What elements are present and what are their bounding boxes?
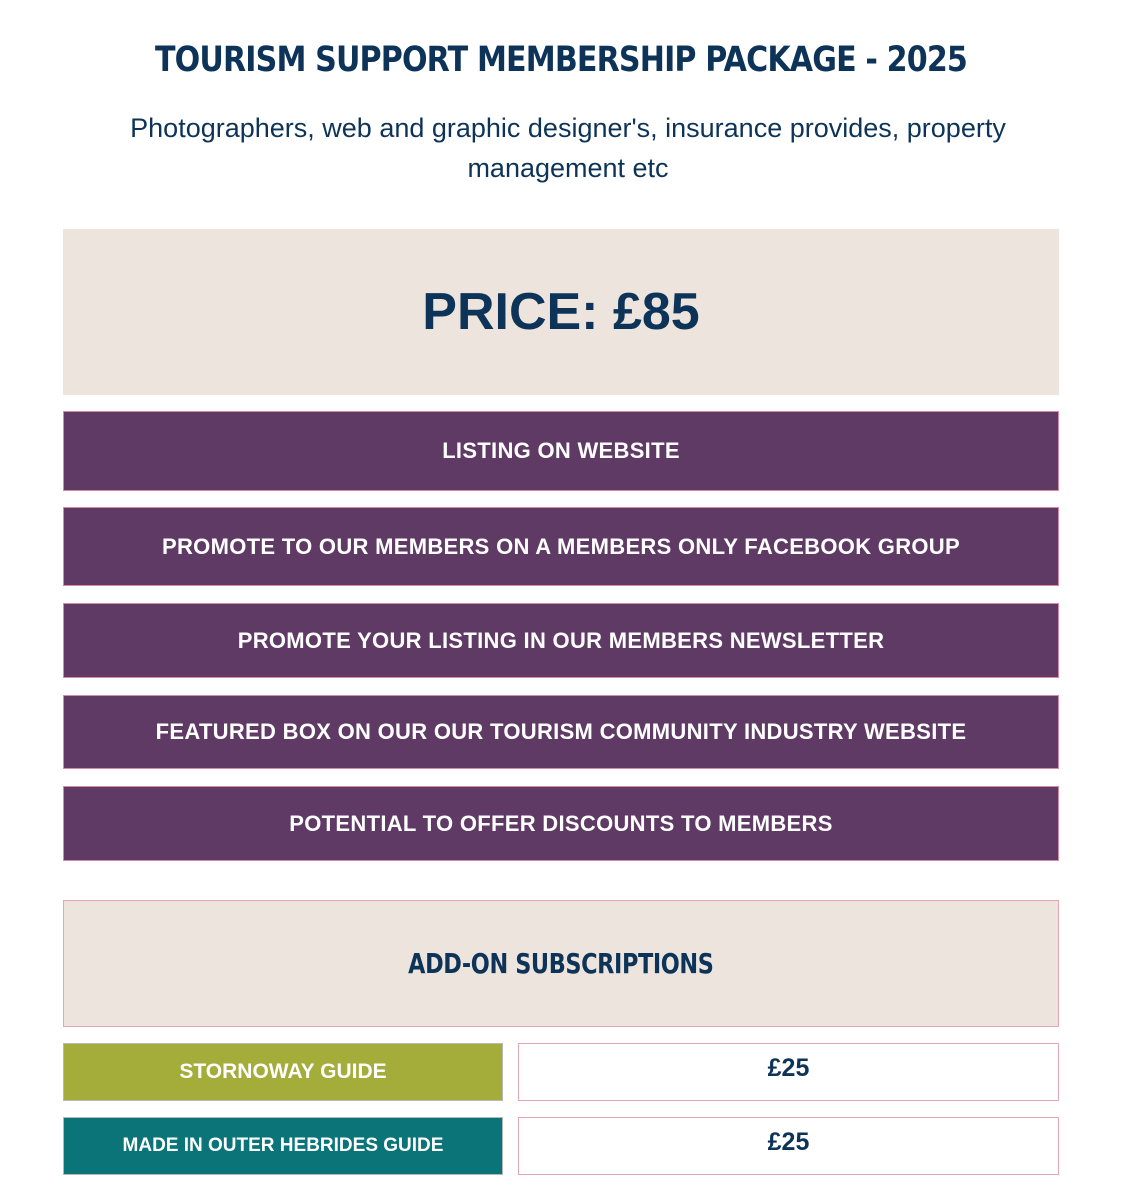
feature-listing-on-website: LISTING ON WEBSITE (63, 411, 1059, 491)
price-label: PRICE: £85 (422, 283, 700, 341)
feature-member-discounts: POTENTIAL TO OFFER DISCOUNTS TO MEMBERS (63, 786, 1059, 861)
addon-stornoway-guide-price: £25 (518, 1043, 1059, 1101)
addon-outer-hebrides-guide-price: £25 (518, 1117, 1059, 1175)
page-title: TOURISM SUPPORT MEMBERSHIP PACKAGE - 2025 (154, 40, 968, 80)
feature-facebook-group: PROMOTE TO OUR MEMBERS ON A MEMBERS ONLY FACEBOOK GROUP (63, 507, 1059, 586)
addon-heading: ADD-ON SUBSCRIPTIONS (408, 947, 714, 980)
addon-stornoway-guide-label: STORNOWAY GUIDE (63, 1043, 503, 1101)
feature-newsletter: PROMOTE YOUR LISTING IN OUR MEMBERS NEWSLETTER (63, 603, 1059, 678)
addon-heading-box (63, 900, 1059, 1027)
page-subtitle: Photographers, web and graphic designer's, insurance provides, property management etc (130, 113, 1006, 183)
price-box (63, 229, 1059, 395)
feature-featured-box: FEATURED BOX ON OUR OUR TOURISM COMMUNITY INDUSTRY WEBSITE (63, 695, 1059, 769)
addon-outer-hebrides-guide-label: MADE IN OUTER HEBRIDES GUIDE (63, 1117, 503, 1175)
